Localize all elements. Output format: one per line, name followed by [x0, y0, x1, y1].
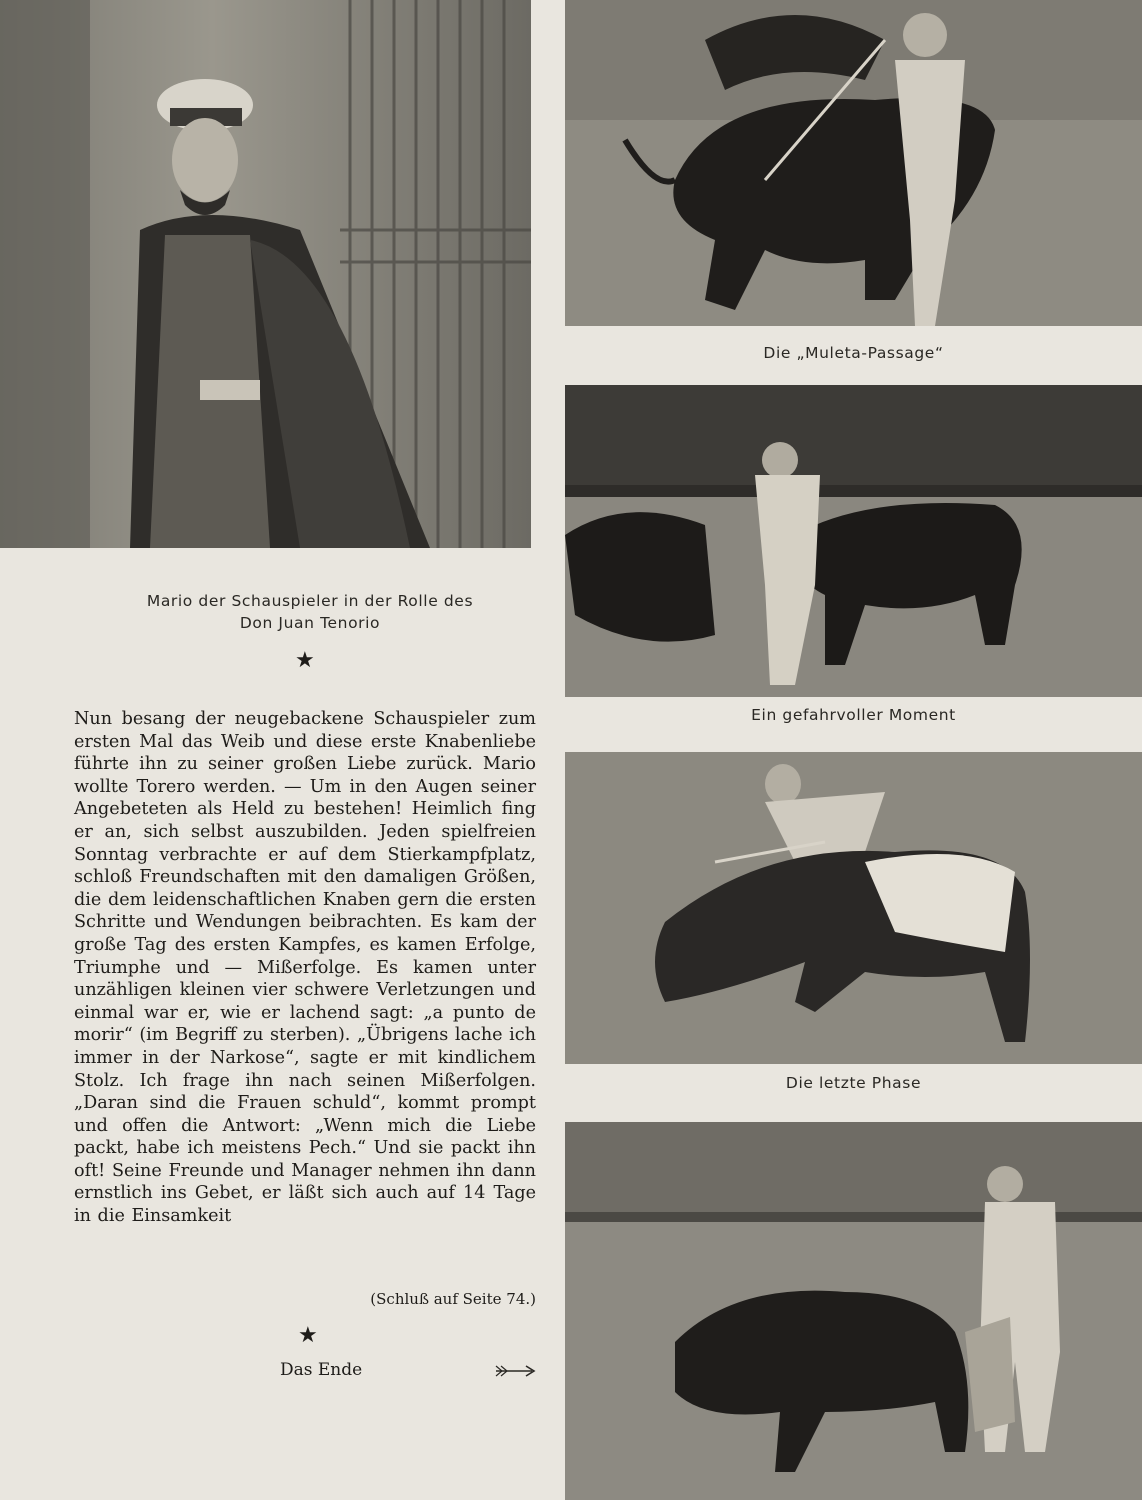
- arrow-right-icon: [492, 1362, 538, 1380]
- article-paragraph: Nun besang der neugebackene Schauspieler zum ersten Mal das Weib und diese erste Knabenliebe führte ihn zu seiner großen Liebe zurück. Mario wollte Torero werden. — Um in den Augen seiner Angebeteten als Held zu bestehen! Heimlich fing er an, sich selbst auszubilden. Jeden spielfreien Sonntag verbrachte er auf dem Stierkampfplatz, schloß Freundschaften mit den damaligen Größen, die dem leidenschaftlichen Knaben gern die ersten Schritte und Wendungen beibrachten. Es kam der große Tag des ersten Kampfes, es kamen Erfolge, Triumphe und — Mißerfolge. Es kamen unter unzähligen kleinen vier schwere Verletzungen und einmal war er, wie er lachend sagt: „a punto de morir“ (im Begriff zu sterben). „Übrigens lache ich immer in der Narkose“, sagte er mit kindlichem Stolz. Ich frage ihn nach seinen Mißerfolgen. „Daran sind die Frauen schuld“, kommt prompt und offen die Antwort: „Wenn mich die Liebe packt, habe ich meistens Pech.“ Und sie packt ihn oft! Seine Freunde und Manager nehmen ihn dann ernstlich ins Gebet, er läßt sich auch auf 14 Tage in die Einsamkeit: [74, 709, 536, 1227]
- caption-muleta: Die „Muleta-Passage“: [763, 344, 944, 362]
- photo-muleta-passage: [565, 0, 1142, 326]
- caption-danger: Ein gefahrvoller Moment: [751, 706, 956, 724]
- photo-last-phase: [565, 752, 1142, 1064]
- photo-the-end: [565, 1122, 1142, 1500]
- photo-actor-don-juan: [0, 0, 531, 548]
- article-body: [74, 708, 536, 1228]
- star-divider-bottom: ★: [298, 1323, 318, 1348]
- star-divider-top: ★: [295, 648, 315, 673]
- caption-last-phase: Die letzte Phase: [785, 1074, 922, 1092]
- continuation-note: (Schluß auf Seite 74.): [370, 1290, 536, 1308]
- photo-dangerous-moment: [565, 385, 1142, 697]
- caption-actor: [60, 590, 560, 634]
- end-label: Das Ende: [280, 1360, 363, 1380]
- caption-actor-line-1: Mario der Schauspieler in der Rolle des: [146, 592, 474, 610]
- caption-actor-line-2: Don Juan Tenorio: [239, 614, 381, 632]
